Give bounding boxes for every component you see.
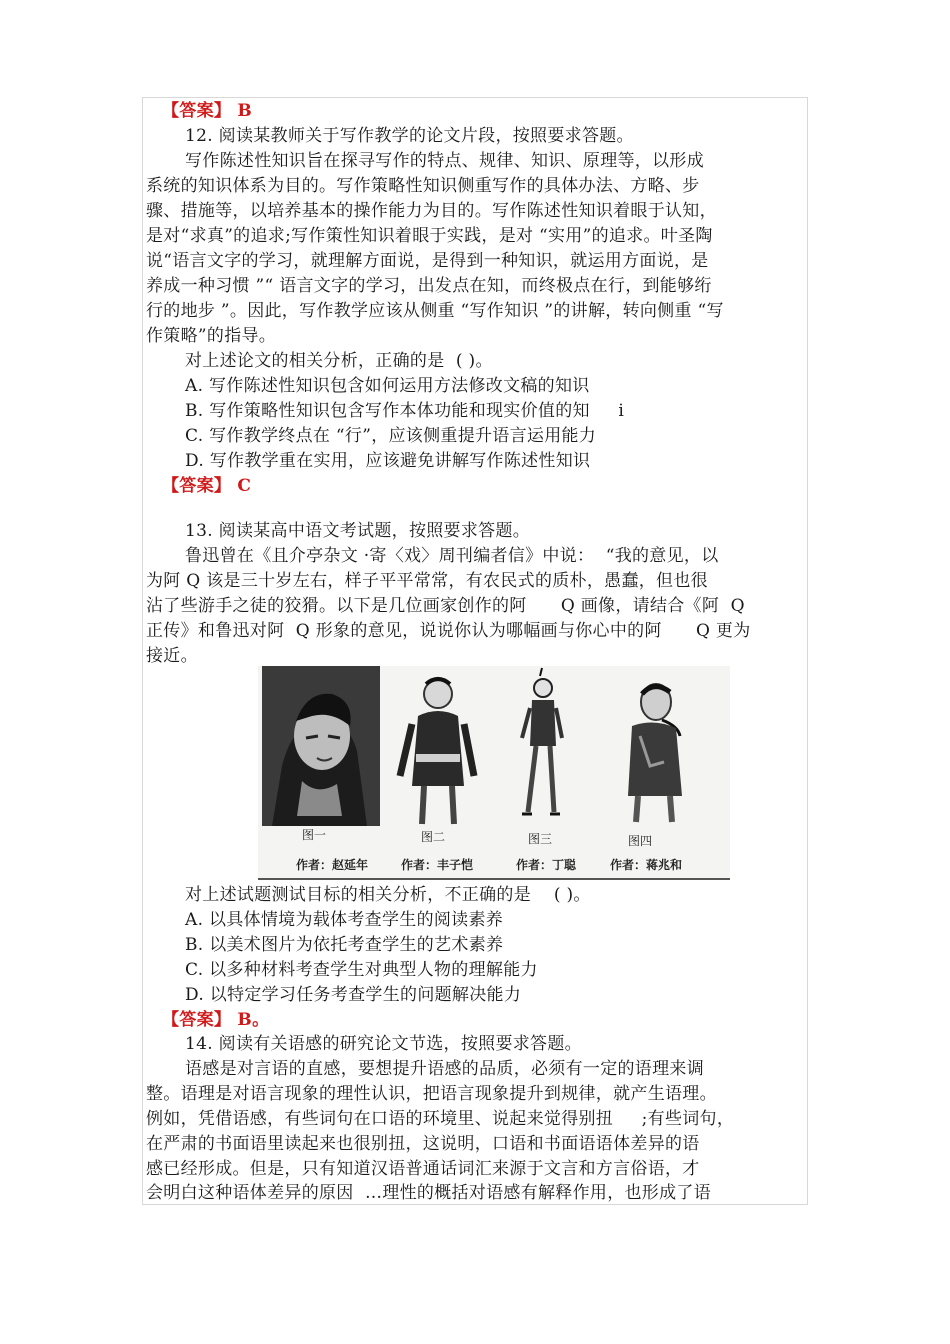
q12-question: 对上述论文的相关分析，正确的是 ( )。: [185, 351, 493, 371]
q12-passage-line: 养成一种习惯 ”“ 语言文字的学习，出发点在知，而终极点在行，到能够绗: [146, 276, 712, 296]
q13-passage-line: 为阿 Q 该是三十岁左右，样子平平常常，有农民式的质朴，愚蠢，但也很: [146, 571, 708, 591]
portrait-2: [388, 666, 488, 826]
figure-author-1: 作者：赵延年: [296, 858, 369, 872]
q12-passage-line: 写作陈述性知识旨在探寻写作的特点、规律、知识、原理等，以形成: [185, 151, 704, 171]
portrait-4: [598, 666, 708, 826]
answer-11: [162, 99, 252, 123]
answer-label: 【答案】: [162, 1010, 232, 1030]
figure-caption-4: 图四: [628, 834, 653, 848]
q13-passage-line: 鲁迅曾在《且介亭杂文 ·寄〈戏〉周刊编者信》中说： “我的意见，以: [185, 546, 719, 566]
q14-passage-line: 语感是对言语的直感，要想提升语感的品质，必须有一定的语理来调: [185, 1059, 704, 1079]
q14-passage-line: 感已经形成。但是，只有知道汉语普通话词汇来源于文言和方言俗语，才: [146, 1159, 700, 1179]
answer-13: [162, 1008, 269, 1032]
q12-option-a: A. 写作陈述性知识包含如何运用方法修改文稿的知识: [185, 376, 590, 396]
q13-option-b: B. 以美术图片为依托考查学生的艺术素养: [185, 935, 504, 955]
answer-label: 【答案】: [162, 101, 232, 121]
figure-caption-3: 图三: [528, 832, 553, 846]
q13-question: 对上述试题测试目标的相关分析，不正确的是 ( )。: [185, 885, 591, 905]
figure-caption-2: 图二: [421, 830, 446, 844]
figure-author-3: 作者：丁聪: [516, 858, 577, 872]
q12-passage-line: 是对“求真”的追求;写作策性知识着眼于实践，是对 “实用”的追求。叶圣陶: [146, 226, 713, 246]
q13-passage-line: 正传》和鲁迅对阿 Q 形象的意见，说说你认为哪幅画与你心中的阿 Q 更为: [146, 621, 751, 641]
q12-passage-line: 说“语言文字的学习，就理解方面说，是得到一种知识，就运用方面说，是: [146, 251, 709, 271]
q13-option-c: C. 以多种材料考查学生对典型人物的理解能力: [185, 960, 538, 980]
q13-passage-line: 接近。: [146, 646, 198, 666]
q13-option-d: D. 以特定学习任务考查学生的问题解决能力: [185, 985, 522, 1005]
answer-value: B。: [237, 1010, 270, 1030]
question-12-title: 12. 阅读某教师关于写作教学的论文片段，按照要求答题。: [185, 126, 634, 146]
q14-passage-line: 在严肃的书面语里读起来也很别扭，这说明，口语和书面语语体差异的语: [146, 1134, 700, 1154]
q12-passage-line: 行的地步 ”。因此，写作教学应该从侧重 “写作知识 ”的讲解，转向侧重 “写: [146, 301, 724, 321]
q12-option-c: C. 写作教学终点在 “行”，应该侧重提升语言运用能力: [185, 426, 597, 446]
portrait-1: [262, 666, 380, 826]
q14-passage-line: 整。语理是对语言现象的理性认识，把语言现象提升到规律，就产生语理。: [146, 1084, 717, 1104]
answer-value: C: [237, 476, 252, 496]
q12-passage-line: 骤、措施等，以培养基本的操作能力为目的。写作陈述性知识着眼于认知，: [146, 201, 717, 221]
q12-passage-line: 系统的知识体系为目的。写作策略性知识侧重写作的具体办法、方略、步: [146, 176, 700, 196]
q12-option-b: B. 写作策略性知识包含写作本体功能和现实价值的知 i: [185, 401, 625, 421]
q14-passage-line: 会明白这种语体差异的原因 …理性的概括对语感有解释作用，也形成了语: [146, 1183, 712, 1203]
answer-value: B: [237, 101, 253, 121]
q12-option-d: D. 写作教学重在实用，应该避免讲解写作陈述性知识: [185, 451, 591, 471]
answer-12: [162, 474, 251, 498]
q13-option-a: A. 以具体情境为载体考查学生的阅读素养: [185, 910, 504, 930]
q13-passage-line: 沾了些游手之徒的狡猾。以下是几位画家创作的阿 Q 画像，请结合《阿 Q: [146, 596, 745, 616]
question-13-title: 13. 阅读某高中语文考试题，按照要求答题。: [185, 521, 531, 541]
q12-passage-line: 作策略”的指导。: [146, 326, 277, 346]
portrait-3: [498, 666, 588, 826]
answer-label: 【答案】: [162, 476, 232, 496]
question-14-title: 14. 阅读有关语感的研究论文节选，按照要求答题。: [185, 1034, 582, 1054]
q14-passage-line: 例如，凭借语感，有些词句在口语的环境里、说起来觉得别扭 ;有些词句，: [146, 1109, 735, 1129]
figure-caption-1: 图一: [302, 828, 327, 842]
figure-author-2: 作者：丰子恺: [401, 858, 474, 872]
figure-author-4: 作者：蒋兆和: [610, 858, 683, 872]
ah-q-portraits-figure: [258, 666, 730, 880]
